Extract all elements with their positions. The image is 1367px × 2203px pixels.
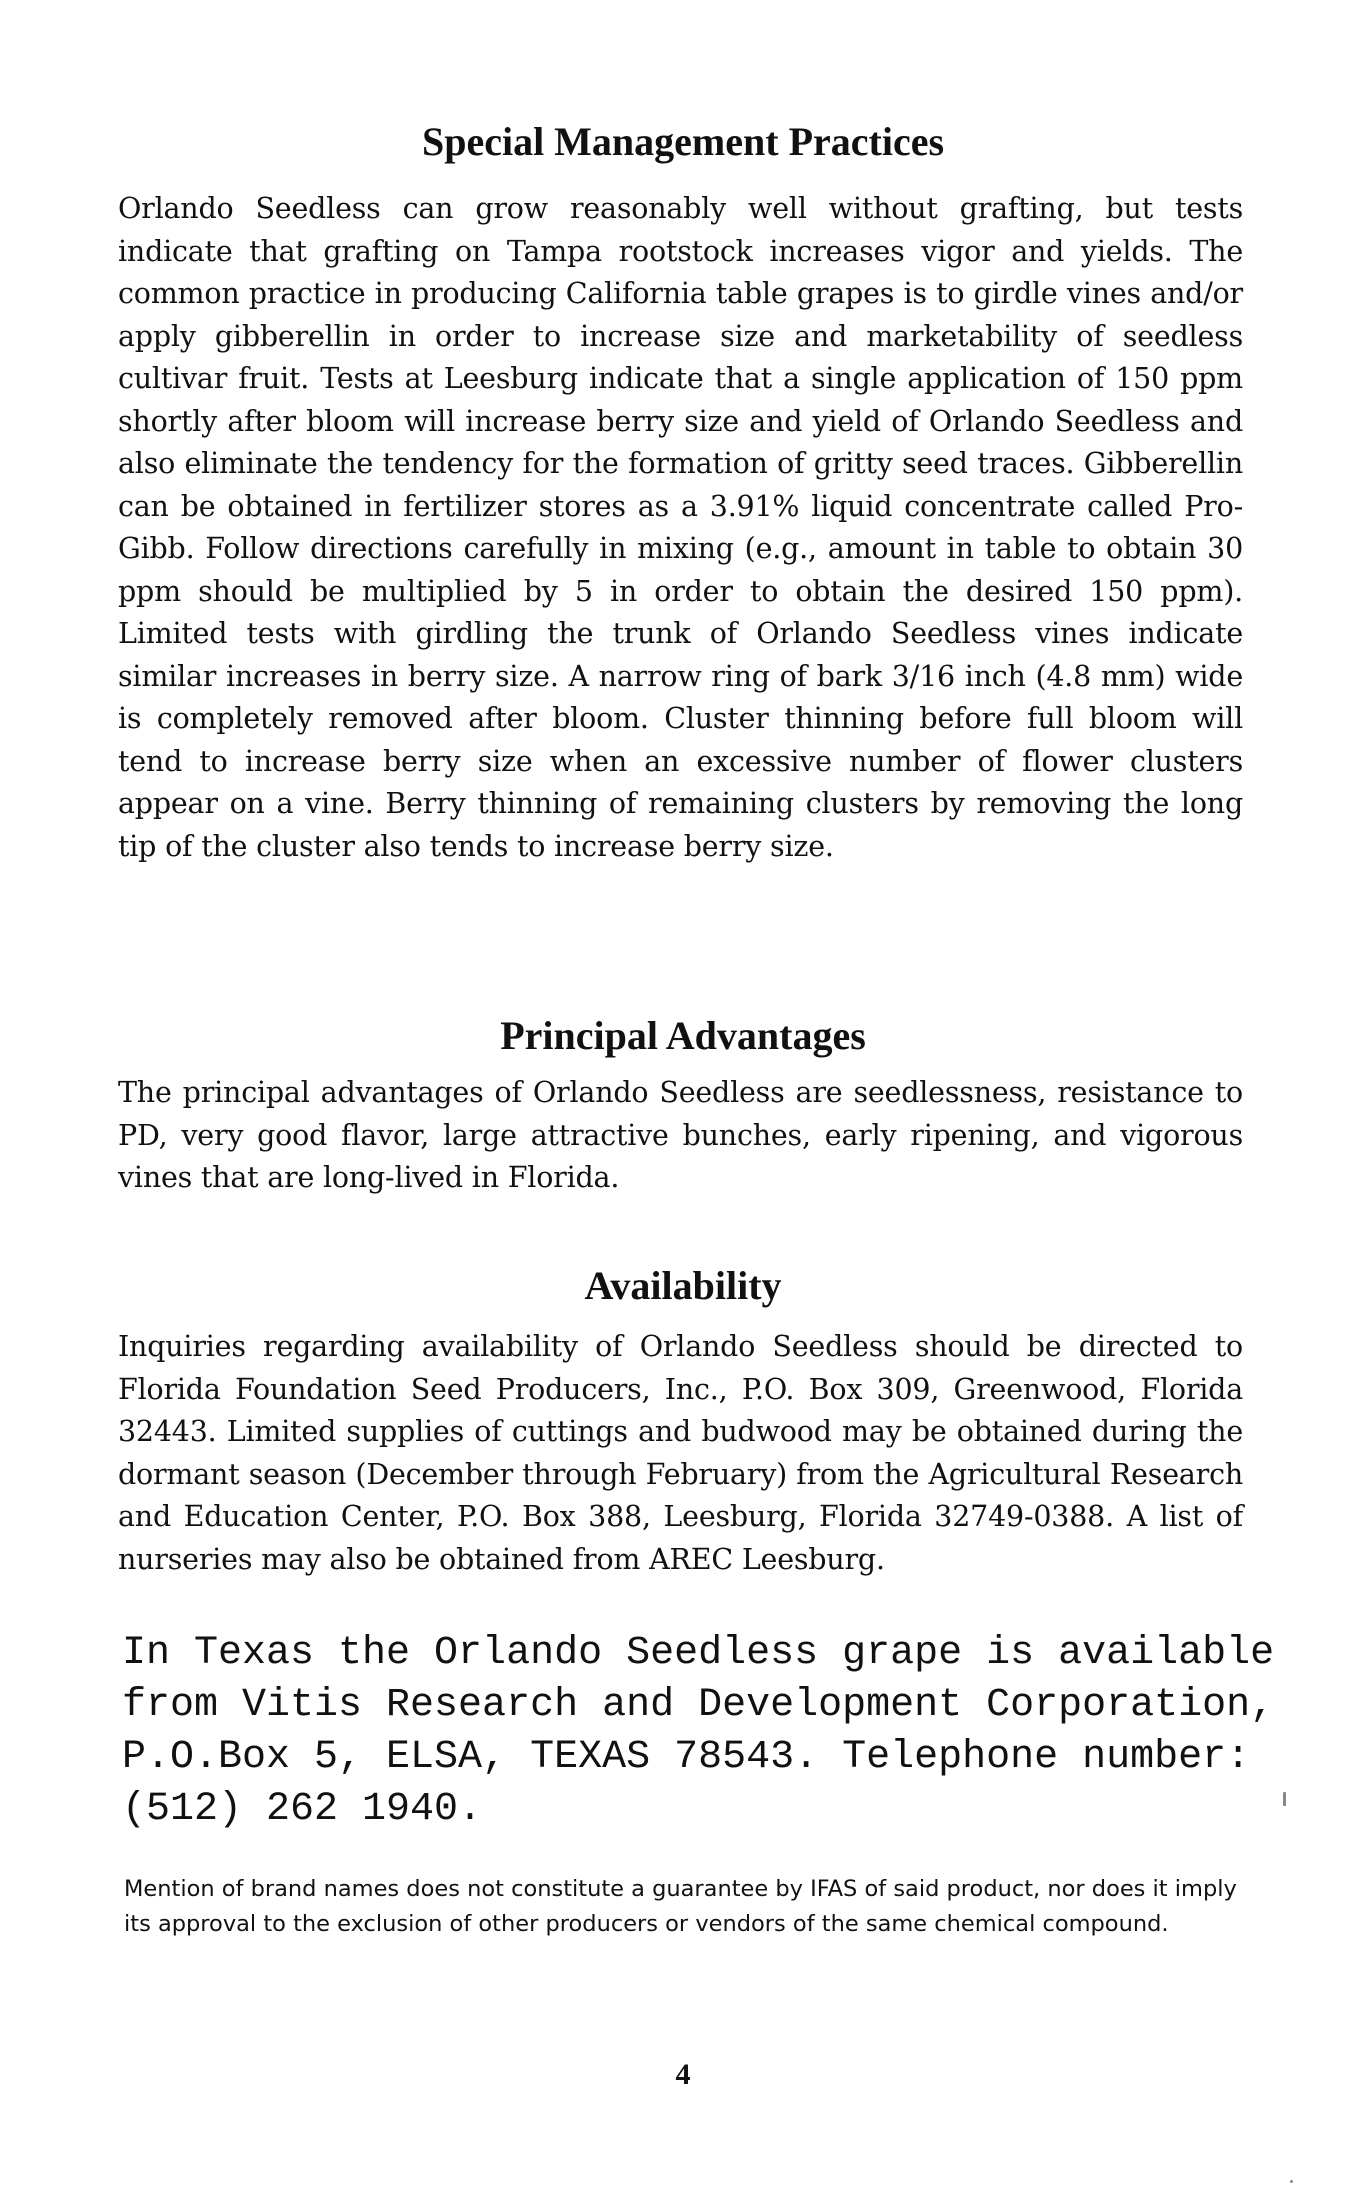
page-number: 4: [675, 2058, 691, 2091]
heading-availability: Availability: [584, 1263, 782, 1308]
typed-texas-availability-note: In Texas the Orlando Seedless grape is available from Vitis Research and Development Corporation, P.O.Box 5, ELSA, TEXAS 78543. Telephone number: (512) 262 1940.: [122, 1631, 1275, 1832]
paragraph-principal-advantages: The principal advantages of Orlando Seedless are seedlessness, resistance to PD, very good flavor, large attractive bunches, early ripening, and vigorous vines that are long-lived in Florida.: [118, 1076, 1243, 1194]
heading-special-management-practices: Special Management Practices: [421, 119, 945, 164]
scan-speck: [1290, 2180, 1293, 2183]
heading-principal-advantages: Principal Advantages: [500, 1013, 866, 1058]
brand-name-disclaimer: Mention of brand names does not constitute a guarantee by IFAS of said product, nor does it imply its approval to the exclusion of other producers or vendors of the same chemical compound.: [124, 1876, 1237, 1937]
paragraph-management-practices: Orlando Seedless can grow reasonably well without grafting, but tests indicate that grafting on Tampa rootstock increases vigor and yields. The common practice in producing California table grapes is to girdle vines and/or apply gibberellin in order to increase size and marketability of seedless cultivar fruit. Tests at Leesburg indicate that a single application of 150 ppm shortly after bloom will increase berry size and yield of Orlando Seedless and also eliminate the tendency for the formation of gritty seed traces. Gibberellin can be obtained in fertilizer stores as a 3.91% liquid concentrate called Pro-Gibb. Follow directions carefully in mixing (e.g., amount in table to obtain 30 ppm should be multiplied by 5 in order to obtain the desired 150 ppm). Limited tests with girdling the trunk of Orlando Seedless vines indicate similar increases in berry size. A narrow ring of bark 3/16 inch (4.8 mm) wide is completely removed after bloom. Cluster thinning before full bloom will tend to increase berry size when an excessive number of flower clusters appear on a vine. Berry thinning of remaining clusters by removing the long tip of the cluster also tends to increase berry size.: [118, 192, 1243, 863]
paragraph-availability: Inquiries regarding availability of Orlando Seedless should be directed to Florida Foundation Seed Producers, Inc., P.O. Box 309, Greenwood, Florida 32443. Limited supplies of cuttings and budwood may be obtained during the dormant season (December through February) from the Agricultural Research and Education Center, P.O. Box 388, Leesburg, Florida 32749-0388. A list of nurseries may also be obtained from AREC Leesburg.: [118, 1330, 1243, 1576]
scan-speck: [1283, 1792, 1286, 1806]
